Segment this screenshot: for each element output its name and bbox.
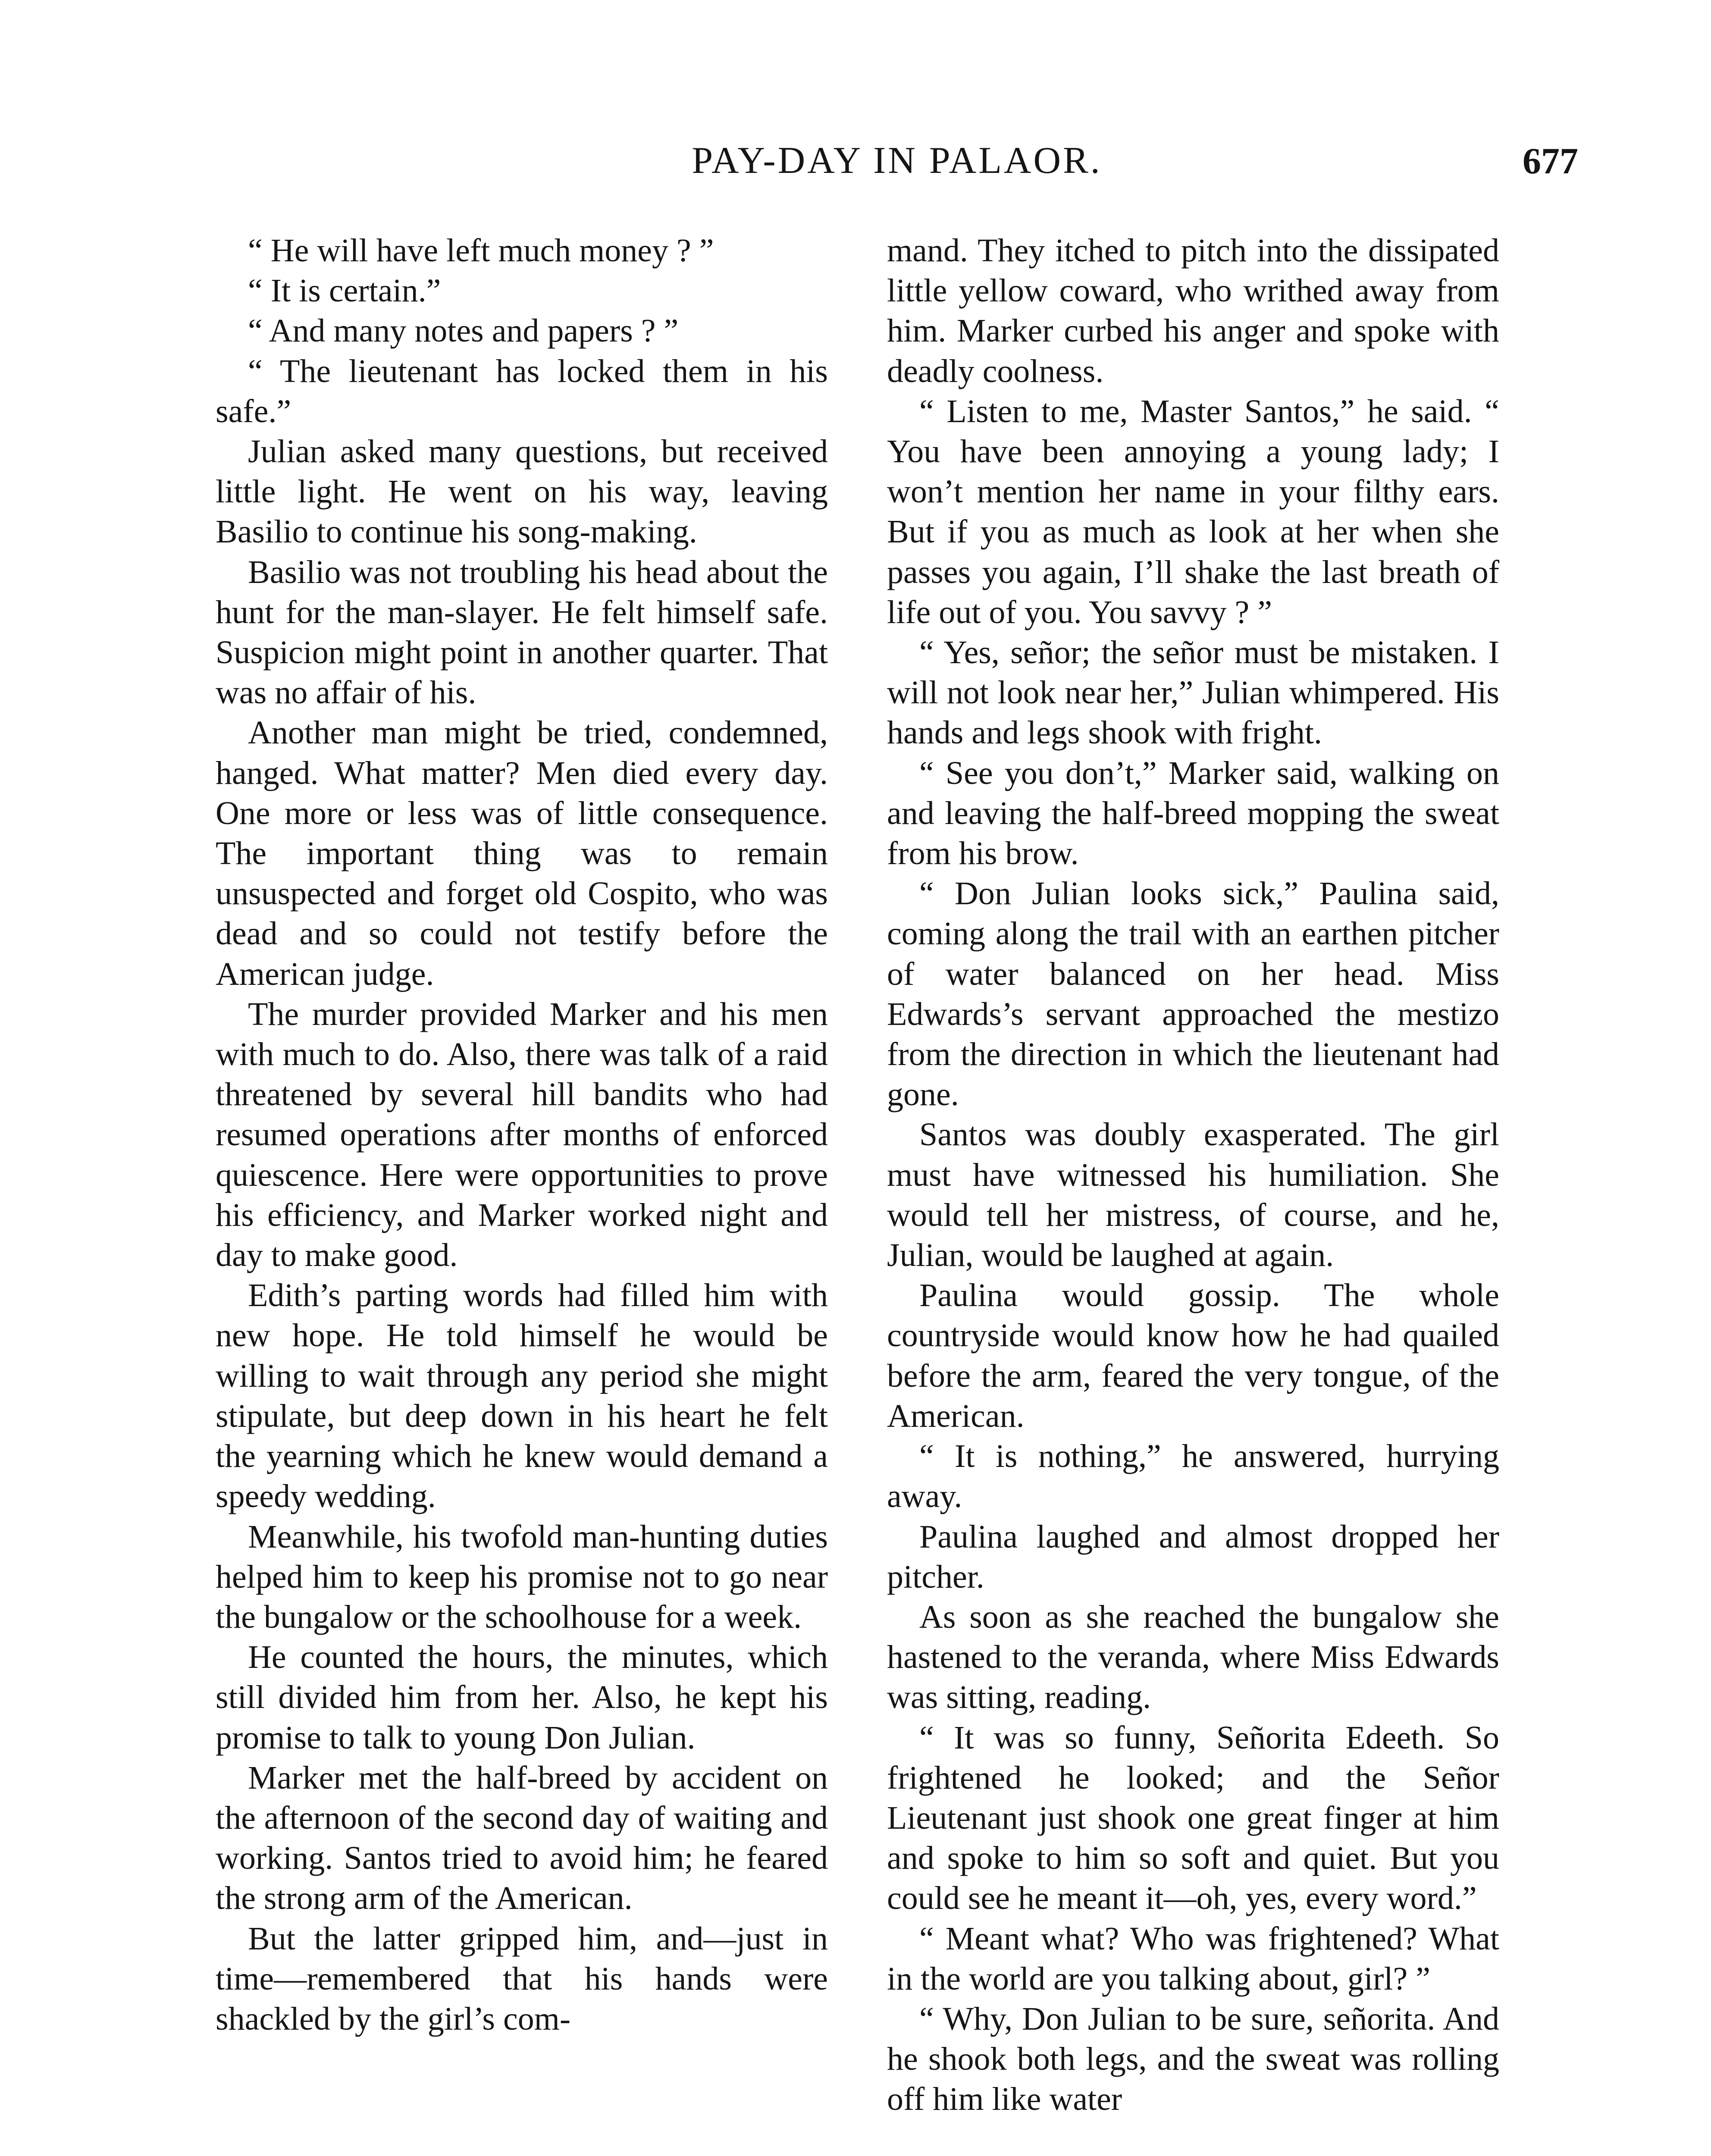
paragraph: Basilio was not troubling his head about the hunt for the man-slayer. He felt himself safe. Suspicion might point in another quarter. That was no affair of his. bbox=[216, 554, 828, 711]
paragraph: “ He will have left much money ? ” bbox=[248, 232, 714, 269]
paragraph: “ Why, Don Julian to be sure, señorita. And he shook both legs, and the sweat was rolling off him like water bbox=[887, 2000, 1499, 2118]
paragraph: “ It is certain.” bbox=[248, 273, 441, 309]
paragraph: Edith’s parting words had filled him with new hope. He told himself he would be willing to wait through any period she might stipulate, but deep down in his heart he felt the yearning which he knew would demand a speedy wedding. bbox=[216, 1277, 828, 1515]
paragraph: “ And many notes and papers ? ” bbox=[248, 313, 679, 349]
paragraph: Another man might be tried, condemned, hanged. What matter? Men died every day. One more or less was of little consequence. The important thing was to remain unsuspected and forget old Cospito, who was dead and so could not testify before the American judge. bbox=[216, 714, 828, 992]
running-head bbox=[216, 137, 1578, 189]
running-title: PAY-DAY IN PALAOR. bbox=[692, 140, 1102, 182]
paragraph: Paulina laughed and almost dropped her pitcher. bbox=[887, 1518, 1499, 1595]
paragraph: Julian asked many questions, but received little light. He went on his way, leaving Basilio to continue his song-making. bbox=[216, 433, 828, 550]
paragraph: But the latter gripped him, and—just in time—remembered that his hands were shackled by the girl’s com- bbox=[216, 1920, 828, 2037]
paragraph: The murder provided Marker and his men with much to do. Also, there was talk of a raid threatened by several hill bandits who had resumed operations after months of enforced quiescence. Here were opportunities to prove his efficiency, and Marker worked night and day to make good. bbox=[216, 996, 828, 1274]
paragraph: “ See you don’t,” Marker said, walking on and leaving the half-breed mopping the sweat from his brow. bbox=[887, 755, 1499, 872]
right-column bbox=[887, 231, 1499, 2120]
paragraph: “ Yes, señor; the señor must be mistaken. I will not look near her,” Julian whimpered. His hands and legs shook with fright. bbox=[887, 634, 1499, 751]
paragraph-continued: mand. They itched to pitch into the dissipated little yellow coward, who writhed away from him. Marker curbed his anger and spoke with deadly coolness. bbox=[887, 232, 1499, 389]
page-number: 677 bbox=[1523, 140, 1578, 182]
left-column bbox=[216, 231, 828, 2039]
paragraph: “ The lieutenant has locked them in his safe.” bbox=[216, 353, 828, 429]
paragraph: “ It is nothing,” he answered, hurrying away. bbox=[887, 1438, 1499, 1515]
paragraph: Meanwhile, his twofold man-hunting duties helped him to keep his promise not to go near the bungalow or the schoolhouse for a week. bbox=[216, 1518, 828, 1635]
paragraph: As soon as she reached the bungalow she hastened to the veranda, where Miss Edwards was sitting, reading. bbox=[887, 1598, 1499, 1716]
paragraph: Marker met the half-breed by accident on the afternoon of the second day of waiting and working. Santos tried to avoid him; he feared the strong arm of the American. bbox=[216, 1759, 828, 1917]
paragraph: Paulina would gossip. The whole countryside would know how he had quailed before the arm, feared the very tongue, of the American. bbox=[887, 1277, 1499, 1434]
paragraph: “ Don Julian looks sick,” Paulina said, coming along the trail with an earthen pitcher of water balanced on her head. Miss Edwards’s servant approached the mestizo from the direction in which the lieutenant had gone. bbox=[887, 875, 1499, 1113]
paragraph: “ Listen to me, Master Santos,” he said. “ You have been annoying a young lady; I won’t mention her name in your filthy ears. But if you as much as look at her when she passes you again, I’ll shake the last breath of life out of you. You savvy ? ” bbox=[887, 393, 1499, 630]
paragraph: “ It was so funny, Señorita Edeeth. So frightened he looked; and the Señor Lieutenant just shook one great finger at him and spoke to him so soft and quiet. But you could see he meant it—oh, yes, every word.” bbox=[887, 1719, 1499, 1917]
paragraph: Santos was doubly exasperated. The girl must have witnessed his humiliation. She would tell her mistress, of course, and he, Julian, would be laughed at again. bbox=[887, 1116, 1499, 1274]
paragraph: He counted the hours, the minutes, which still divided him from her. Also, he kept his promise to talk to young Don Julian. bbox=[216, 1639, 828, 1756]
paragraph: “ Meant what? Who was frightened? What in the world are you talking about, girl? ” bbox=[887, 1920, 1499, 1997]
